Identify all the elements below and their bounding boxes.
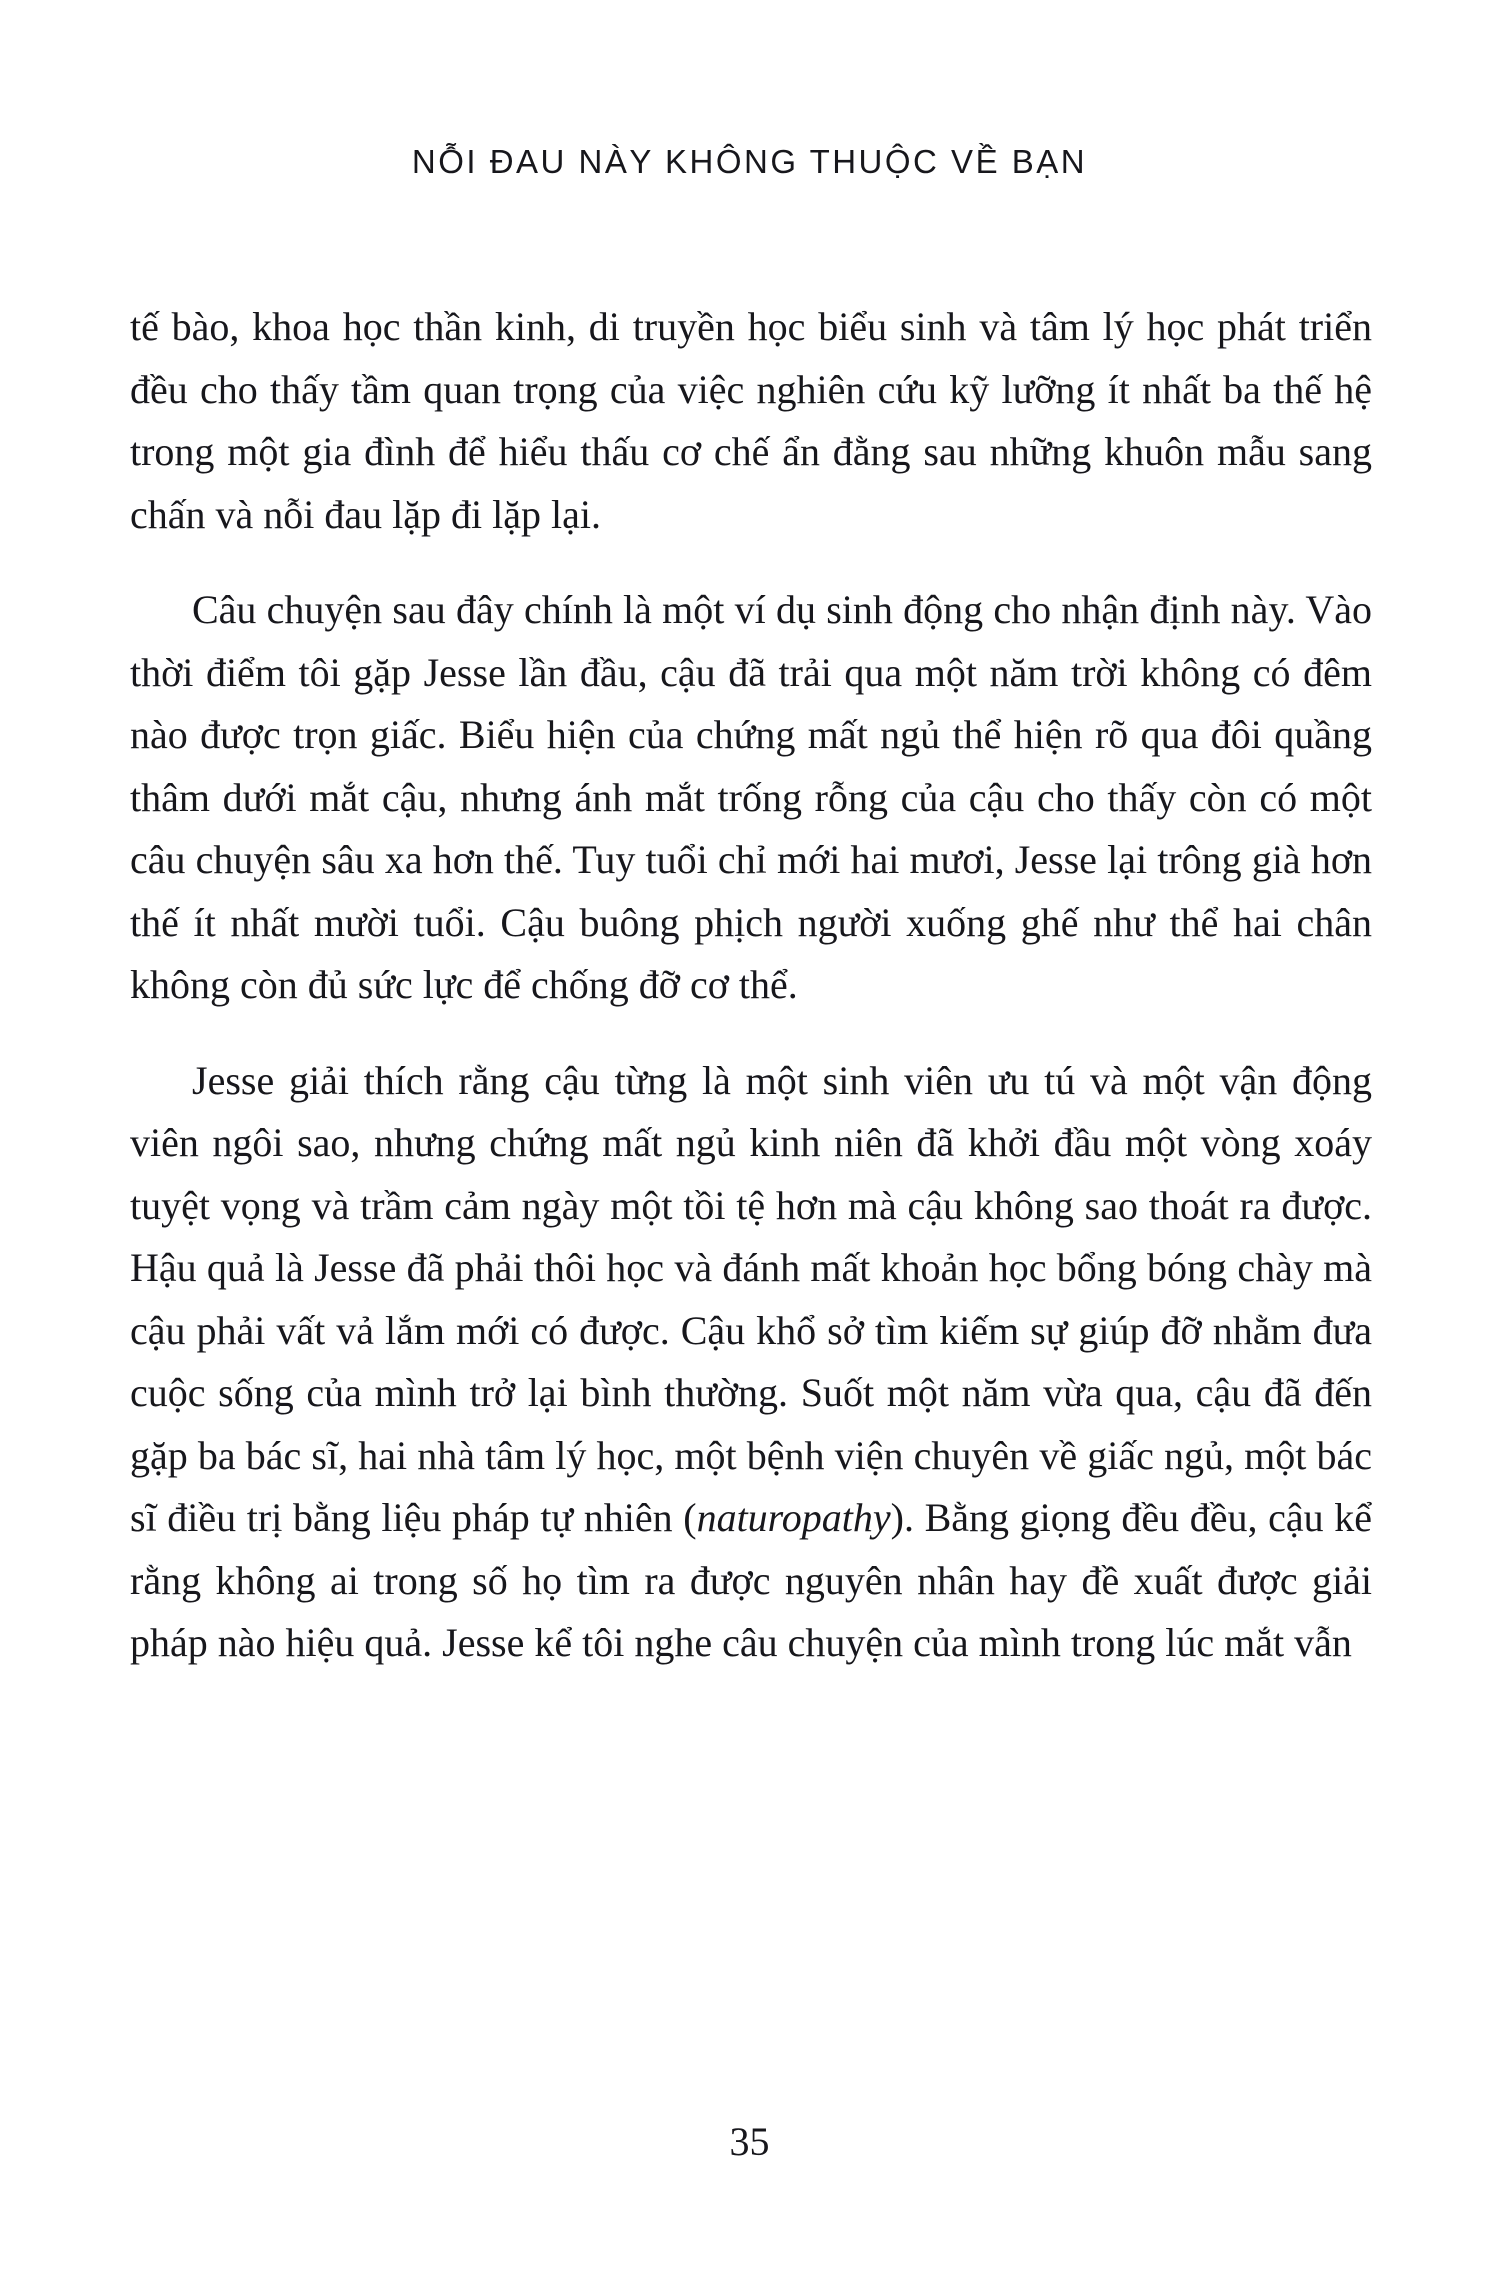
paragraph-segment: Jesse giải thích rằng cậu từng là một sinh viên ưu tú và một vận động viên ngôi sao, nhưng chứng mất ngủ kinh niên đã khởi đầu một vòng xoáy tuyệt vọng và trầm cảm ngày một tồi tệ hơn mà cậu không sao thoát ra được. Hậu quả là Jesse đã phải thôi học và đánh mất khoản học bổng bóng chày mà cậu phải vất vả lắm mới có được. Cậu khổ sở tìm kiếm sự giúp đỡ nhằm đưa cuộc sống của mình trở lại bình thường. Suốt một năm vừa qua, cậu đã đến gặp ba bác sĩ, hai nhà tâm lý học, một bệnh viện chuyên về giấc ngủ, một bác sĩ điều trị bằng liệu pháp tự nhiên ( [130, 1057, 1372, 1540]
paragraph-continuation: tế bào, khoa học thần kinh, di truyền học biểu sinh và tâm lý học phát triển đều cho thấy tầm quan trọng của việc nghiên cứu kỹ lưỡng ít nhất ba thế hệ trong một gia đình để hiểu thấu cơ chế ẩn đằng sau những khuôn mẫu sang chấn và nỗi đau lặp đi lặp lại. [130, 304, 1372, 537]
paragraph [130, 1050, 1372, 1675]
body-text-block [130, 296, 1372, 1708]
running-header: NỖI ĐAU NÀY KHÔNG THUỘC VỀ BẠN [411, 143, 1088, 180]
italic-term: naturopathy [696, 1495, 891, 1540]
paragraph-segment: ). Bằng giọng đều đều, cậu kể rằng không ai trong số họ tìm ra được nguyên nhân hay đề xuất được giải pháp nào hiệu quả. Jesse kể tôi nghe câu chuyện của mình trong lúc mắt vẫn [130, 1495, 1373, 1665]
page-number: 35 [729, 2119, 770, 2164]
paragraph: Câu chuyện sau đây chính là một ví dụ sinh động cho nhận định này. Vào thời điểm tôi gặp Jesse lần đầu, cậu đã trải qua một năm trời không có đêm nào được trọn giấc. Biểu hiện của chứng mất ngủ thể hiện rõ qua đôi quầng thâm dưới mắt cậu, nhưng ánh mắt trống rỗng của cậu cho thấy còn có một câu chuyện sâu xa hơn thế. Tuy tuổi chỉ mới hai mươi, Jesse lại trông già hơn thế ít nhất mười tuổi. Cậu buông phịch người xuống ghế như thể hai chân không còn đủ sức lực để chống đỡ cơ thể. [130, 587, 1372, 1007]
